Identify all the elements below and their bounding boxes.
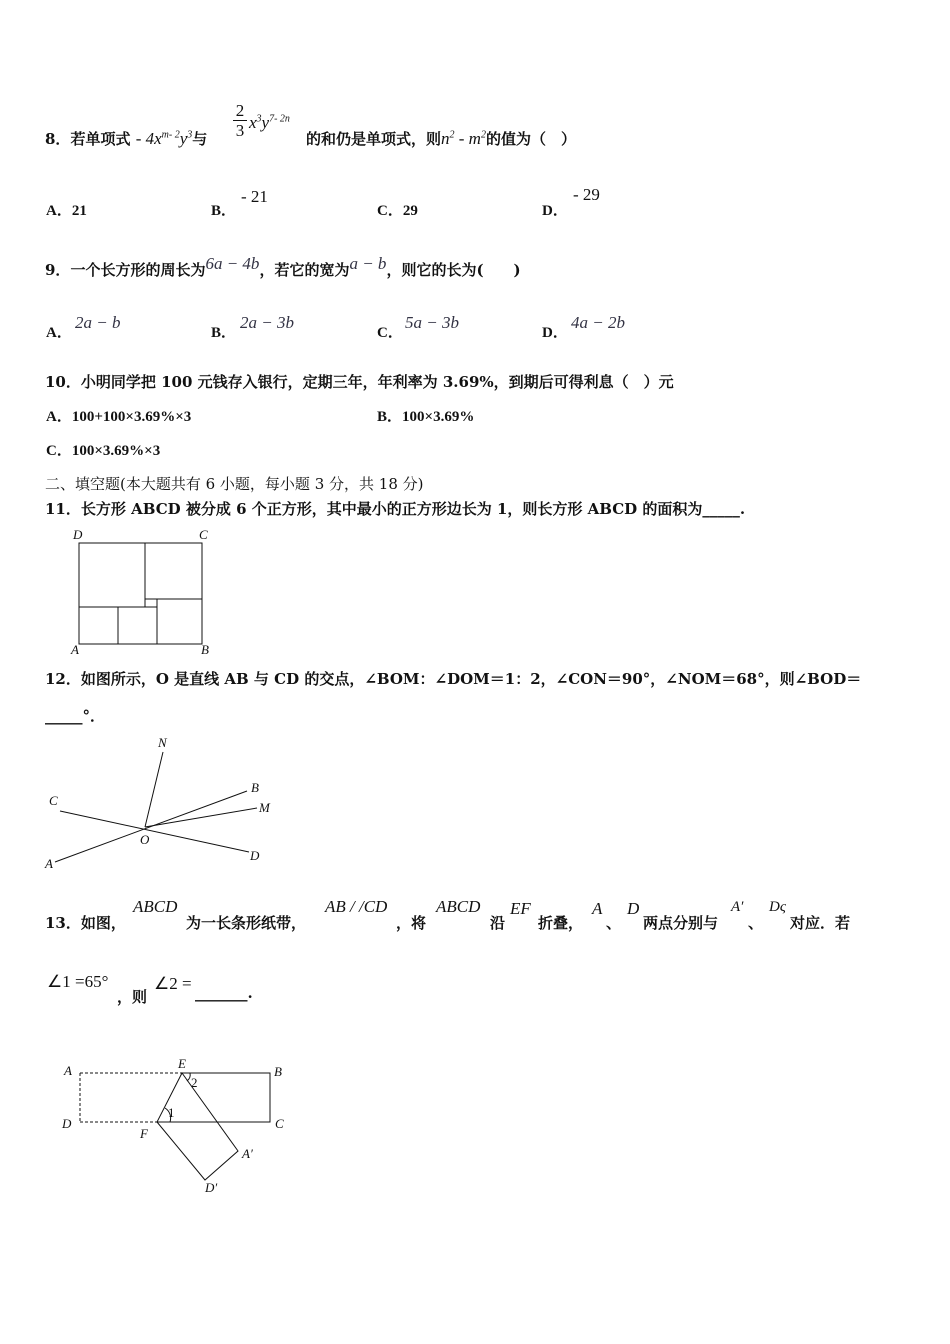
math-a-prime: A′ xyxy=(731,899,744,915)
question-12: 12．如图所示，O 是直线 AB 与 CD 的交点，∠BOM：∠DOM＝1：2，∠CON＝90°，∠NOM＝68°，则∠BOD＝ xyxy=(45,670,862,688)
option-b-value: - 21 xyxy=(241,187,268,206)
question-number: 8． xyxy=(45,130,71,148)
label-b: B xyxy=(201,642,209,657)
text: 、 xyxy=(748,914,764,932)
text: 对应．若 xyxy=(790,914,851,932)
perimeter-expr: 6a − 4b xyxy=(205,254,260,273)
option-c[interactable]: C．29 xyxy=(377,203,418,219)
label-d: D xyxy=(250,848,260,863)
label-angle-1: 1 xyxy=(168,1105,175,1120)
text: ，将 xyxy=(396,914,427,932)
math-expr: $n^2 - m^2$ xyxy=(441,129,486,148)
option-d[interactable]: D． xyxy=(542,325,568,341)
math-d-prime: Dς xyxy=(769,899,786,915)
text: 两点分别与 xyxy=(643,914,719,932)
option-c-value: 5a − 3b xyxy=(405,313,459,332)
numerator: 2 xyxy=(233,101,247,121)
label-b: B xyxy=(274,1064,282,1079)
question-13: 13．如图， xyxy=(45,914,126,932)
label-n: N xyxy=(158,735,167,750)
option-c[interactable]: C． xyxy=(377,325,403,341)
option-a[interactable]: A． xyxy=(46,325,72,341)
math-a: A xyxy=(592,899,603,918)
option-d-value: - 29 xyxy=(573,185,600,204)
question-9: 9．一个长方形的周长为6a − 4b，若它的宽为a − b，则它的长为( ) xyxy=(45,254,521,279)
question-10: 10．小明同学把 100 元钱存入银行，定期三年，年利率为 3.69%，到期后可得利息（ ）元 xyxy=(45,373,674,391)
math-expr: $x^3y^{7- 2n}$ xyxy=(249,113,290,132)
text: 的值为（ ） xyxy=(485,130,576,148)
option-a-value: 2a − b xyxy=(75,313,121,332)
label-angle-2: 2 xyxy=(191,1075,198,1090)
option-d[interactable]: D． xyxy=(542,203,568,219)
label-d: D xyxy=(62,1116,72,1131)
label-d-prime: D′ xyxy=(205,1180,218,1195)
label-c: C xyxy=(49,793,58,808)
option-b[interactable]: B． xyxy=(211,203,237,219)
option-b[interactable]: B． xyxy=(211,325,237,341)
math-angle1: ∠1 =65° xyxy=(47,972,109,991)
option-c[interactable]: C．100×3.69%×3 xyxy=(46,443,161,459)
text: 、 xyxy=(606,914,622,932)
text: 与 xyxy=(192,130,208,148)
label-a: A xyxy=(45,856,53,871)
label-a-prime: A′ xyxy=(242,1146,253,1161)
text: 为一长条形纸带， xyxy=(186,914,307,932)
label-c: C xyxy=(199,527,208,542)
option-b-value: 2a − 3b xyxy=(240,313,294,332)
width-expr: a − b xyxy=(349,254,387,273)
text: 若单项式 xyxy=(70,130,131,148)
option-a[interactable]: A．100+100×3.69%×3 xyxy=(46,409,192,425)
label-c: C xyxy=(275,1116,284,1131)
question-12-blank: _____°． xyxy=(45,707,106,725)
option-b[interactable]: B．100×3.69% xyxy=(377,409,475,425)
label-a: A xyxy=(71,642,79,657)
text: 沿 xyxy=(490,914,506,932)
text: 的和仍是单项式，则 xyxy=(306,130,442,148)
answer-blank[interactable]: _______. xyxy=(195,984,253,1002)
section-heading: 二、填空题(本大题共有 6 小题，每小题 3 分，共 18 分) xyxy=(45,475,424,493)
math-abcd: ABCD xyxy=(133,897,178,916)
text: 折叠， xyxy=(538,914,584,932)
option-a[interactable]: A．21 xyxy=(46,203,87,219)
text: ，则 xyxy=(117,988,148,1006)
option-d-value: 4a − 2b xyxy=(571,313,625,332)
math-ef: EF xyxy=(510,899,531,918)
question-11: 11．长方形 ABCD 被分成 6 个正方形，其中最小的正方形边长为 1，则长方形 ABCD 的面积为_____. xyxy=(45,500,746,518)
math-abcd: ABCD xyxy=(436,897,481,916)
label-o: O xyxy=(140,832,150,847)
label-d: D xyxy=(73,527,83,542)
math-parallel: AB / /CD xyxy=(325,897,388,916)
label-m: M xyxy=(259,800,270,815)
label-f: F xyxy=(140,1126,148,1141)
math-angle2: ∠2 = xyxy=(154,974,192,993)
label-a: A xyxy=(64,1063,72,1078)
math-expr: - $4x^{m- 2}y^3$ xyxy=(135,129,193,148)
label-e: E xyxy=(178,1056,186,1071)
denominator: 3 xyxy=(235,121,245,140)
label-b: B xyxy=(251,780,259,795)
math-d: D xyxy=(627,899,640,918)
